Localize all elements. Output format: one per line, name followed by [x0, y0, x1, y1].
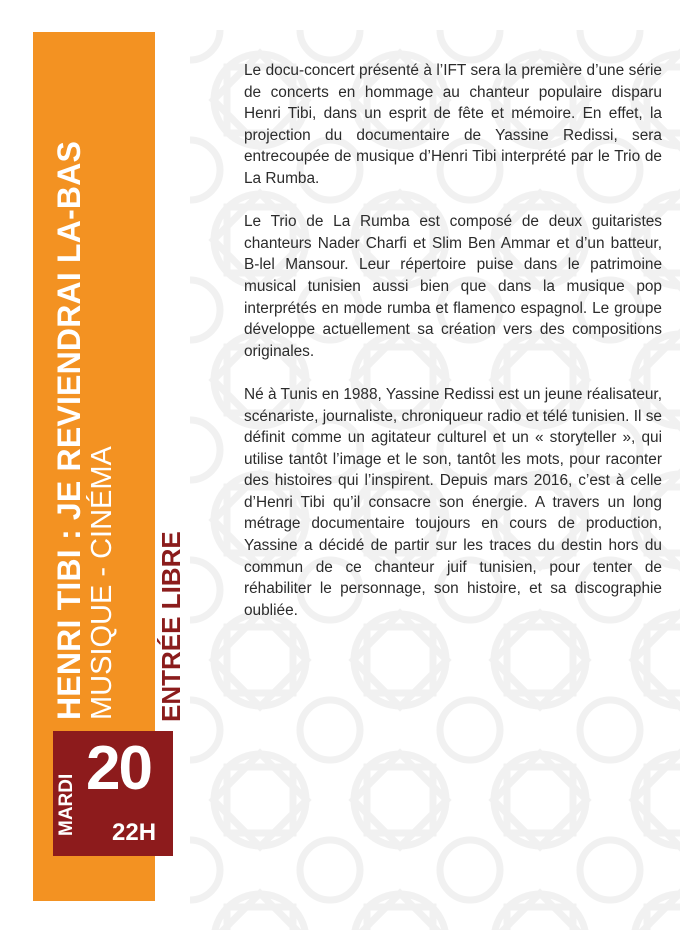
event-day: 20: [86, 734, 151, 803]
description-text: [244, 60, 662, 643]
event-weekday: MARDI: [56, 773, 77, 836]
event-title: HENRI TIBI : JE REVIENDRAI LA-BAS: [51, 140, 87, 720]
paragraph-1: Le docu-concert présenté à l’IFT sera la première d’une série de concerts en hommage au chanteur populaire disparu Henri Tibi, dans un esprit de fête et mémoire. En effet, la projection du documentaire de Yassine Redissi, sera entrecoupée de musique d’Henri Tibi interprété par le Trio de La Rumba.: [244, 62, 662, 187]
event-time: 22H: [112, 819, 157, 846]
event-category: MUSIQUE - CINÉMA: [86, 446, 118, 720]
paragraph-3: Né à Tunis en 1988, Yassine Redissi est un jeune réalisateur, scénariste, journaliste, chroniqueur radio et télé tunisien. Il se définit comme un agitateur culturel et un « storyteller », qui utilise tantôt l’image et le son, tantôt les mots, pour raconter des histoires qui l’inspirent. Depuis mars 2016, c’est à celle d’Henri Tibi qu’il consacre son énergie. A travers un long métrage documentaire toujours en cours de production, Yassine a décidé de partir sur les traces du destin hors du commun de ce chanteur juif tunisien, pour tenter de réhabiliter le personnage, son histoire, et sa discographie oubliée.: [244, 385, 662, 619]
admission-label: ENTRÉE LIBRE: [156, 531, 186, 722]
paragraph-2: Le Trio de La Rumba est composé de deux guitaristes chanteurs Nader Charfi et Slim Ben Ammar et d’un batteur, B-lel Mansour. Leur répertoire puise dans le patrimoine musical tunisien aussi bien que dans la musique pop interprétés en mode rumba et flamenco espagnol. Le groupe développe actuellement sa création vers des compositions originales.: [244, 213, 662, 360]
